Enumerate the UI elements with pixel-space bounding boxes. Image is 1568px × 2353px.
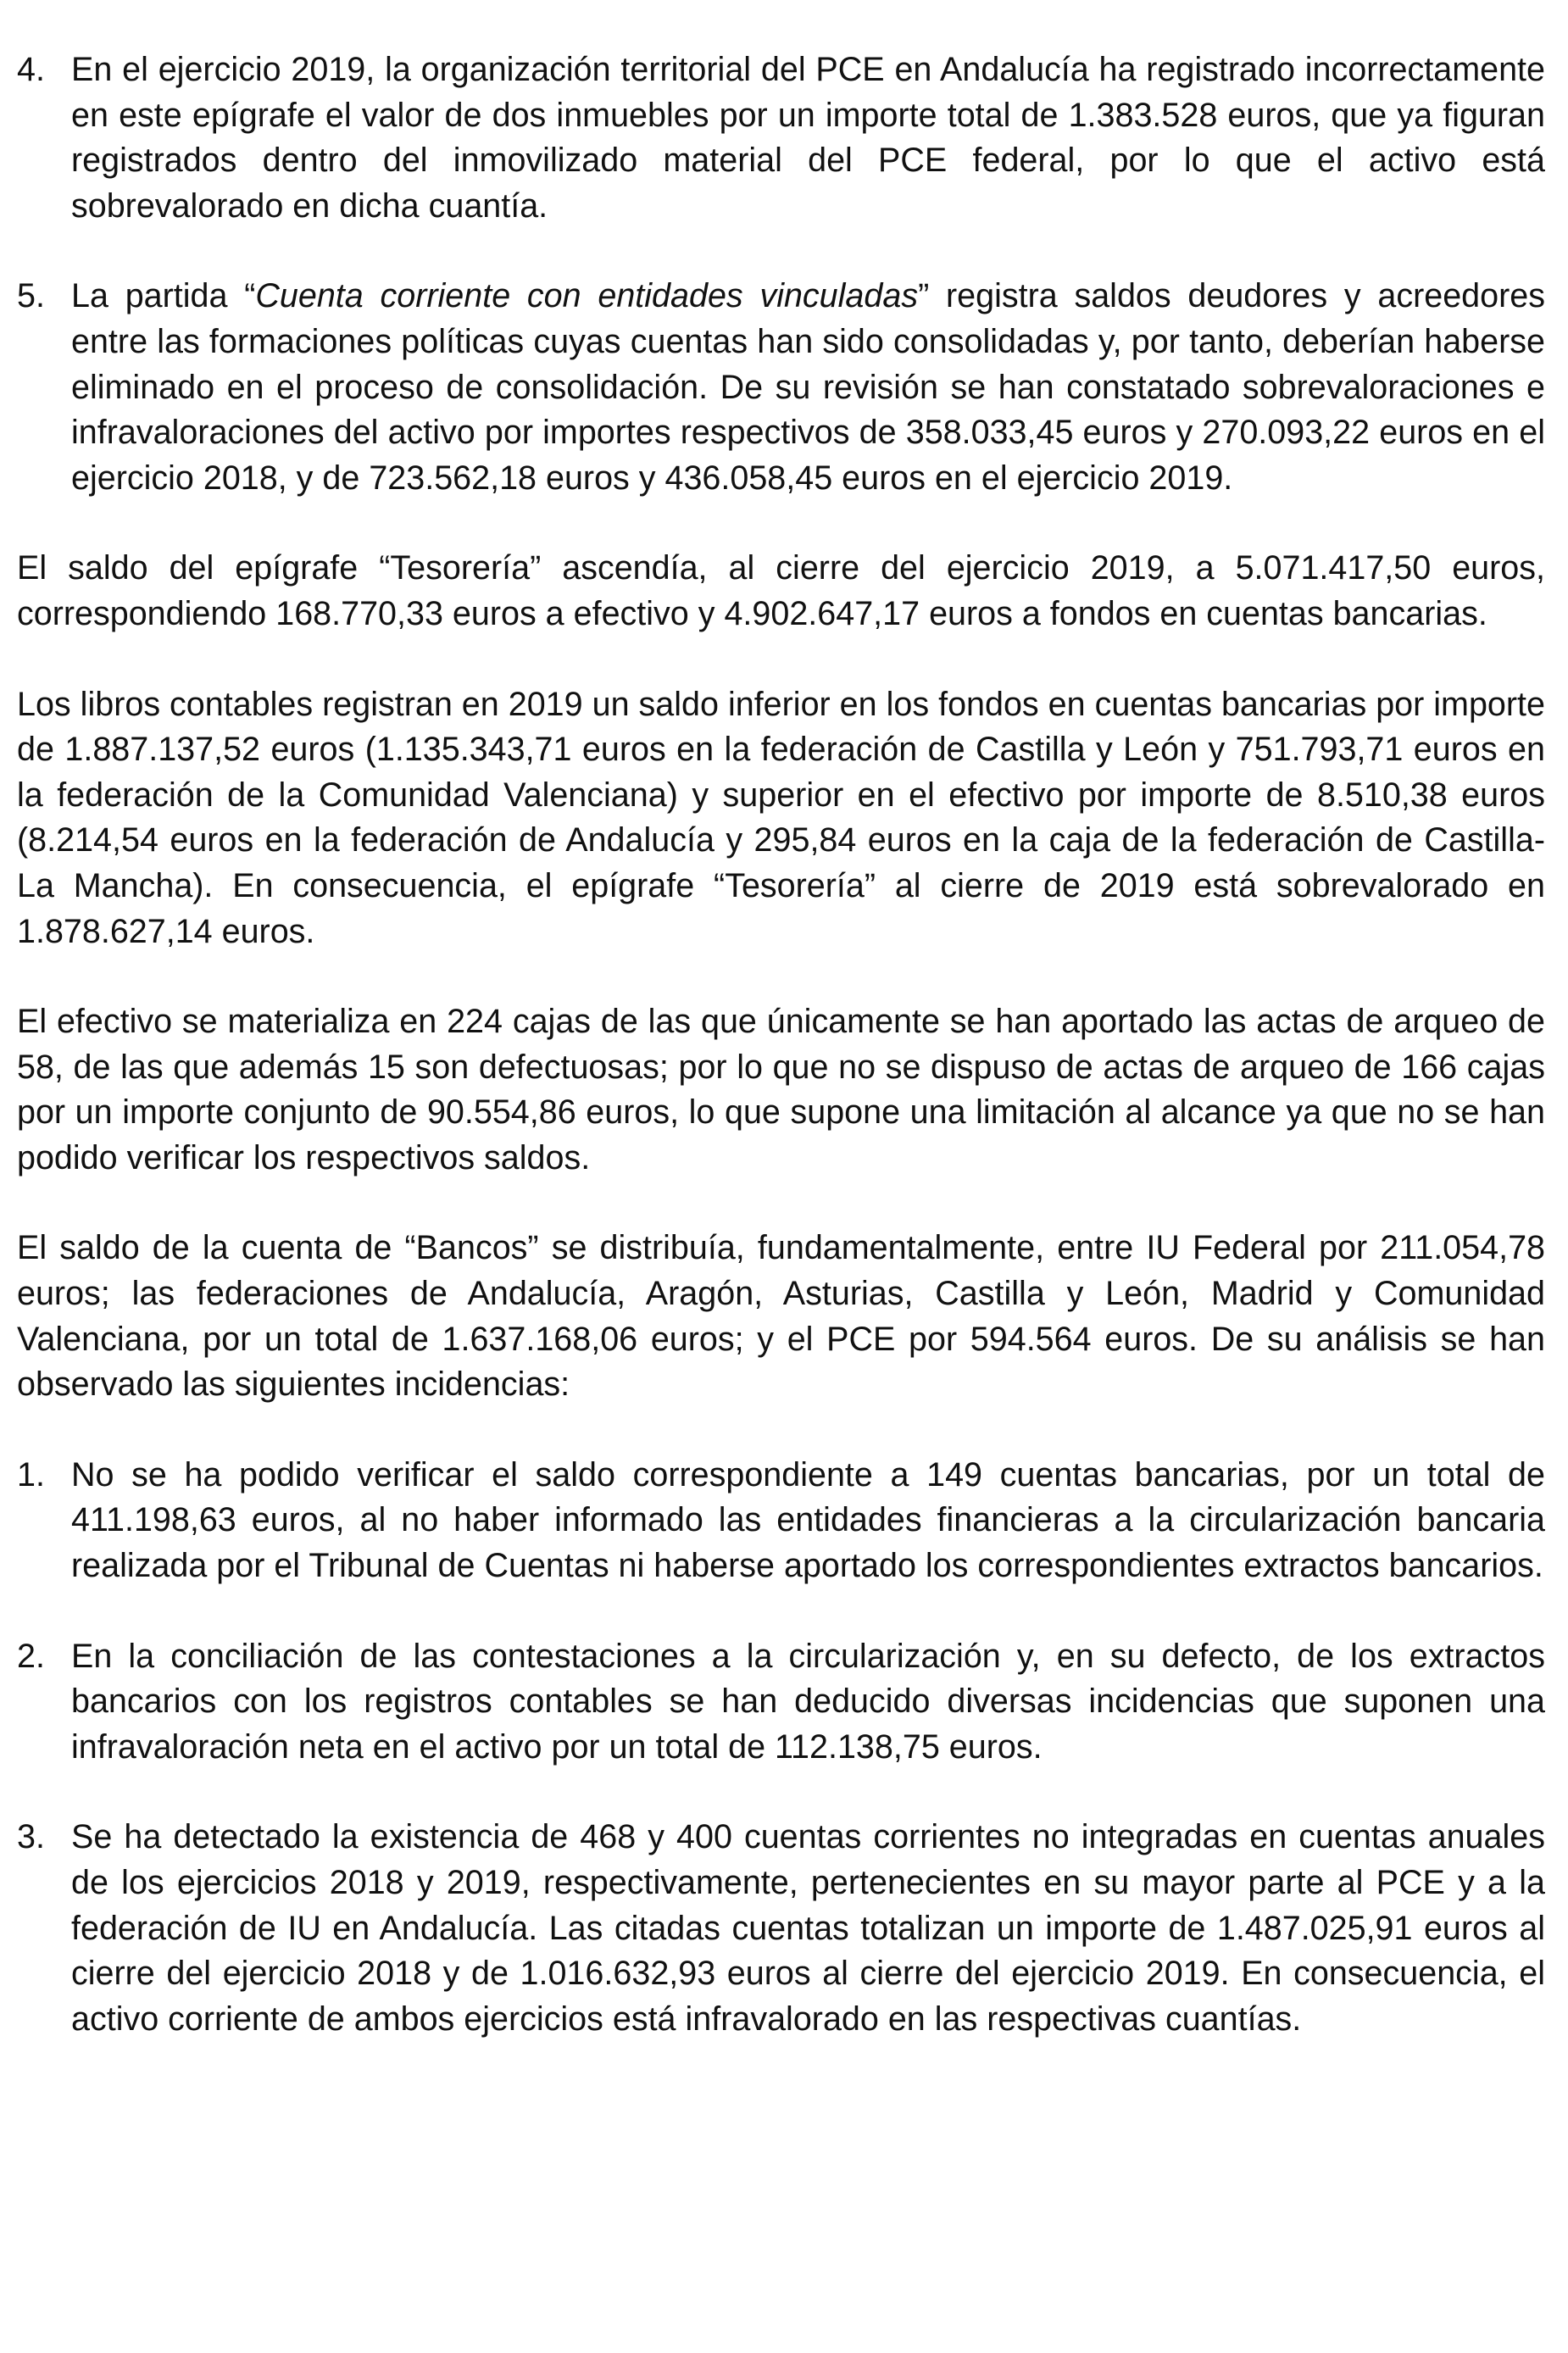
list-item-4 <box>17 47 1545 229</box>
list-text: Se ha detectado la existencia de 468 y 400 cuentas corrientes no integradas en cuentas anuales de los ejercicios 2018 y 2019, respectivamente, pertenecientes en su mayor parte al PCE y a la federación de IU en Andalucía. Las citadas cuentas totalizan un importe de 1.487.025,91 euros al cierre del ejercicio 2018 y de 1.016.632,93 euros al cierre del ejercicio 2019. En consecuencia, el activo corriente de ambos ejercicios está infravalorado en las respectivas cuantías. <box>71 1818 1545 2038</box>
list-item-5 <box>17 274 1545 501</box>
list-text <box>71 274 1545 501</box>
document-page <box>17 47 1545 2042</box>
paragraph-bancos: El saldo de la cuenta de “Bancos” se distribuía, fundamentalmente, entre IU Federal por 211.054,78 euros; las federaciones de Andalucía, Aragón, Asturias, Castilla y León, Madrid y Comunidad Valenciana, por un total de 1.637.168,06 euros; y el PCE por 594.564 euros. De su análisis se han observado las siguientes incidencias: <box>17 1229 1545 1404</box>
list-text: En el ejercicio 2019, la organización territorial del PCE en Andalucía ha registrado incorrectamente en este epígrafe el valor de dos inmuebles por un importe total de 1.383.528 euros, que ya figuran registrados dentro del inmovilizado material del PCE federal, por lo que el activo está sobrevalorado en dicha cuantía. <box>71 51 1545 225</box>
list-item-3 <box>17 1815 1545 2042</box>
list-number: 2. <box>17 1637 45 1675</box>
list-text: No se ha podido verificar el saldo correspondiente a 149 cuentas bancarias, por un total de 411.198,63 euros, al no haber informado las entidades financieras a la circularización bancaria realizada por el Tribunal de Cuentas ni haberse aportado los correspondientes extractos bancarios. <box>71 1455 1545 1585</box>
paragraph-efectivo: El efectivo se materializa en 224 cajas de las que únicamente se han aportado las actas de arqueo de 58, de las que además 15 son defectuosas; por lo que no se dispuso de actas de arqueo de 166 cajas por un importe conjunto de 90.554,86 euros, lo que supone una limitación al alcance ya que no se han podido verificar los respectivos saldos. <box>17 1003 1545 1176</box>
list-number: 4. <box>17 51 45 88</box>
list-number: 1. <box>17 1455 45 1494</box>
paragraph-tesoreria: El saldo del epígrafe “Tesorería” ascendía, al cierre del ejercicio 2019, a 5.071.417,50 euros, correspondiendo 168.770,33 euros a efectivo y 4.902.647,17 euros a fondos en cuentas bancarias. <box>17 549 1545 632</box>
list-number: 5. <box>17 277 45 315</box>
list-text: En la conciliación de las contestaciones a la circularización y, en su defecto, de los extractos bancarios con los registros contables se han deducido diversas incidencias que suponen una infravaloración neta en el activo por un total de 112.138,75 euros. <box>71 1637 1545 1766</box>
list-item-2 <box>17 1634 1545 1771</box>
paragraph-libros-contables: Los libros contables registran en 2019 un saldo inferior en los fondos en cuentas bancarias por importe de 1.887.137,52 euros (1.135.343,71 euros en la federación de Castilla y León y 751.793,71 euros en la federación de la Comunidad Valenciana) y superior en el efectivo por importe de 8.510,38 euros (8.214,54 euros en la federación de Andalucía y 295,84 euros en la caja de la federación de Castilla-La Mancha). En consecuencia, el epígrafe “Tesorería” al cierre de 2019 está sobrevalorado en 1.878.627,14 euros. <box>17 685 1545 950</box>
text-segment: ” registra saldos deudores y acreedores entre las formaciones políticas cuyas cuentas han sido consolidadas y, por tanto, deberían haberse eliminado en el proceso de consolidación. De su revisión se han constatado sobrevaloraciones e infravaloraciones del activo por importes respectivos de 358.033,45 euros y 270.093,22 euros en el ejercicio 2018, y de 723.562,18 euros y 436.058,45 euros en el ejercicio 2019. <box>71 277 1545 497</box>
list-item-1 <box>17 1453 1545 1589</box>
list-number: 3. <box>17 1818 45 1856</box>
text-segment: La partida “ <box>71 277 256 315</box>
italic-term: Cuenta corriente con entidades vinculadas <box>255 277 919 315</box>
